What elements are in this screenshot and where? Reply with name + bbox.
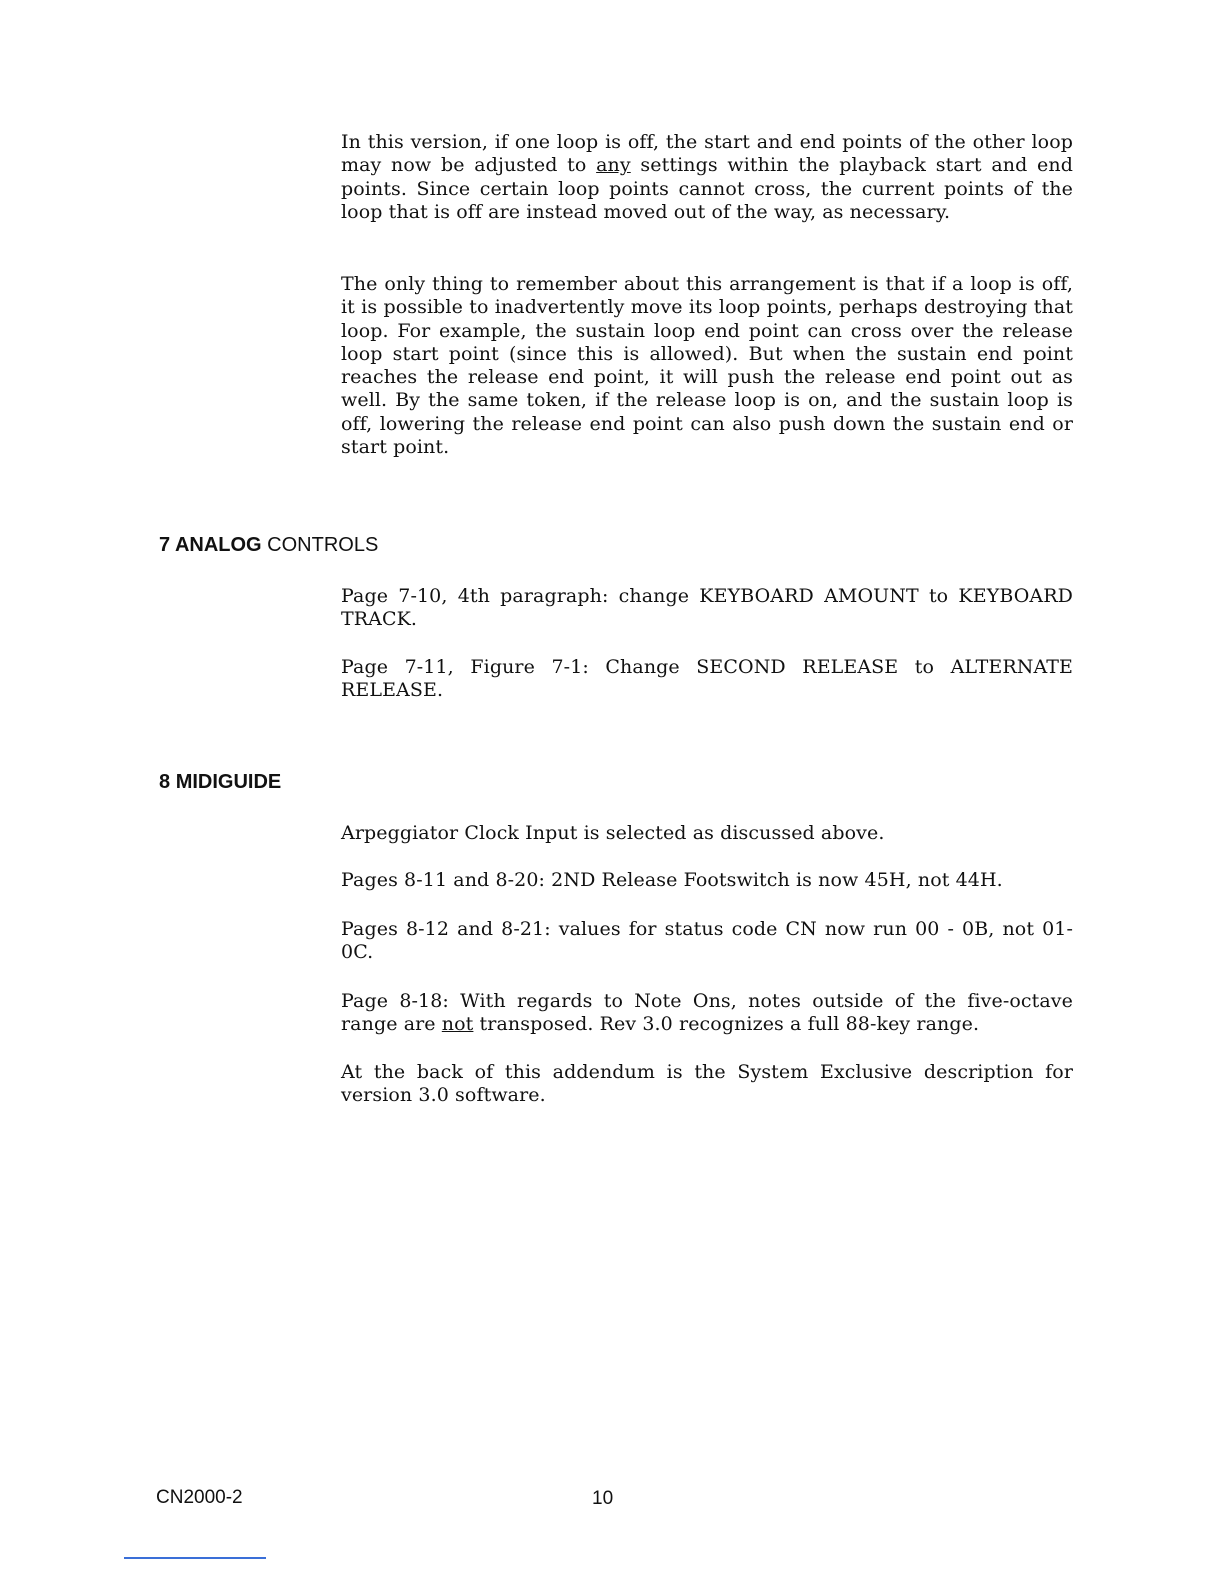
section-7-heading: 7 ANALOG CONTROLS <box>159 534 379 556</box>
footer-divider <box>124 1557 266 1559</box>
section-8-heading: 8 MIDIGUIDE <box>159 771 282 793</box>
document-id: CN2000-2 <box>156 1487 243 1508</box>
underlined-word: any <box>596 154 631 177</box>
section-8-paragraph-3: Pages 8-12 and 8-21: values for status code CN now run 00 - 0B, not 01-0C. <box>341 918 1073 964</box>
intro-paragraph-2: The only thing to remember about this arrangement is that if a loop is off, it is possible to inadvertently move its loop points, perhaps destroying that loop. For example, the sustain loop end point can cross over the release loop start point (since this is allowed). But when the sustain end point reaches the release end point, it will push the release end point out as well. By the same token, if the release loop is on, and the sustain loop is off, lowering the release end point can also push down the sustain end or start point. <box>341 273 1073 459</box>
intro-paragraph-1: In this version, if one loop is off, the start and end points of the other loop may now be adjusted to any settings within the playback start and end points. Since certain loop points cannot cross, the current points of the loop that is off are instead moved out of the way, as necessary. <box>341 131 1073 223</box>
section-8-paragraph-1: Arpeggiator Clock Input is selected as discussed above. <box>341 822 885 844</box>
section-7-paragraph-1: Page 7-10, 4th paragraph: change KEYBOARD AMOUNT to KEYBOARD TRACK. <box>341 585 1073 631</box>
section-8-paragraph-4: Page 8-18: With regards to Note Ons, notes outside of the five-octave range are not transposed. Rev 3.0 recognizes a full 88-key range. <box>341 990 1073 1036</box>
page-number: 10 <box>592 1488 614 1509</box>
section-7-paragraph-2: Page 7-11, Figure 7-1: Change SECOND RELEASE to ALTERNATE RELEASE. <box>341 656 1073 702</box>
section-8-paragraph-2: Pages 8-11 and 8-20: 2ND Release Footswitch is now 45H, not 44H. <box>341 869 1003 891</box>
section-8-paragraph-5: At the back of this addendum is the System Exclusive description for version 3.0 software. <box>341 1061 1073 1107</box>
underlined-word: not <box>441 1013 474 1036</box>
